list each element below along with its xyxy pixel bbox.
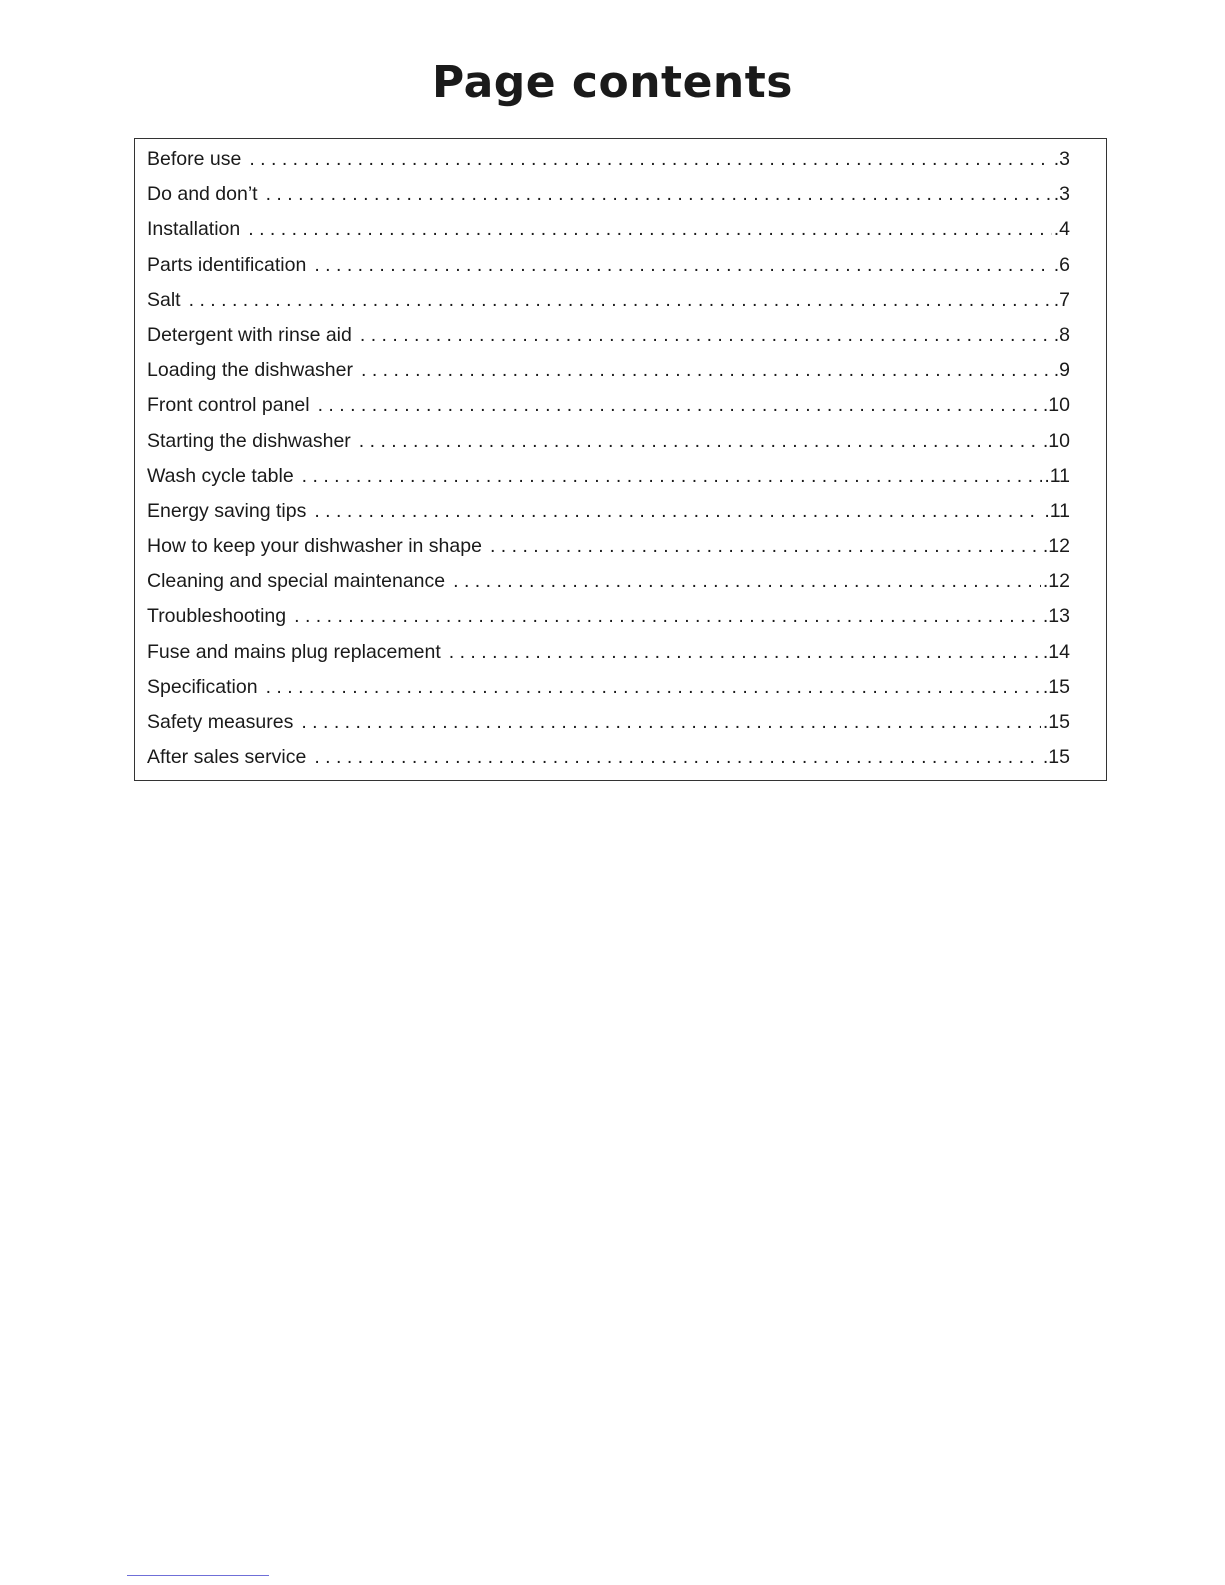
- toc-entry-label: Safety measures: [147, 711, 294, 733]
- toc-entry-page: .12: [1042, 535, 1070, 558]
- toc-entry-page: .10: [1042, 394, 1070, 417]
- toc-list: [135, 142, 1106, 775]
- toc-entry-label: After sales service: [147, 746, 307, 769]
- toc-dot-leader: [248, 212, 1052, 247]
- toc-entry-label: Fuse and mains plug replacement: [147, 640, 441, 663]
- toc-entry-wash-cycle-table[interactable]: [135, 459, 1106, 494]
- toc-entry-after-sales-service[interactable]: [135, 740, 1106, 775]
- toc-dot-leader: [189, 283, 1052, 318]
- toc-entry-page: .3: [1053, 148, 1070, 170]
- toc-entry-starting-the-dishwasher[interactable]: [135, 424, 1106, 459]
- toc-dot-leader: [294, 599, 1041, 634]
- toc-entry-detergent-with-rinse-aid[interactable]: [135, 318, 1106, 353]
- toc-entry-label: Front control panel: [147, 394, 310, 417]
- toc-entry-page: .15: [1042, 711, 1070, 733]
- toc-entry-label: Wash cycle table: [147, 464, 294, 487]
- toc-entry-page: .12: [1042, 570, 1070, 593]
- toc-dot-leader: [453, 564, 1041, 599]
- toc-entry-before-use[interactable]: [135, 142, 1106, 177]
- toc-entry-energy-saving-tips[interactable]: [135, 494, 1106, 529]
- toc-entry-label: Before use: [147, 148, 242, 170]
- toc-dot-leader: [266, 670, 1041, 705]
- toc-entry-page: .8: [1053, 323, 1070, 346]
- toc-entry-page: .7: [1053, 288, 1070, 311]
- toc-entry-label: How to keep your dishwasher in shape: [147, 535, 482, 558]
- toc-entry-label: Do and don’t: [147, 183, 258, 206]
- table-of-contents: [134, 138, 1107, 781]
- toc-entry-installation[interactable]: [135, 212, 1106, 247]
- toc-entry-page: .14: [1042, 640, 1070, 663]
- toc-entry-page: .15: [1042, 746, 1070, 769]
- toc-entry-page: .15: [1042, 675, 1070, 698]
- page-title: Page contents: [432, 57, 793, 108]
- toc-entry-page: .9: [1053, 359, 1070, 382]
- toc-entry-salt[interactable]: [135, 283, 1106, 318]
- toc-dot-leader: [314, 494, 1042, 529]
- toc-dot-leader: [301, 705, 1041, 740]
- toc-dot-leader: [449, 635, 1041, 670]
- toc-entry-page: .4: [1053, 218, 1070, 241]
- toc-entry-page: .13: [1042, 605, 1070, 628]
- toc-dot-leader: [302, 459, 1043, 494]
- toc-dot-leader: [359, 424, 1041, 459]
- toc-entry-page: .10: [1042, 429, 1070, 452]
- toc-entry-front-control-panel[interactable]: [135, 388, 1106, 423]
- toc-entry-label: Starting the dishwasher: [147, 429, 351, 452]
- toc-dot-leader: [360, 318, 1052, 353]
- toc-dot-leader: [314, 740, 1041, 775]
- toc-entry-label: Energy saving tips: [147, 499, 307, 522]
- toc-dot-leader: [318, 388, 1041, 423]
- toc-entry-page: .11: [1044, 464, 1070, 487]
- toc-entry-fuse-and-mains-plug-replacement[interactable]: [135, 635, 1106, 670]
- toc-dot-leader: [314, 248, 1051, 283]
- toc-entry-keep-dishwasher-in-shape[interactable]: [135, 529, 1106, 564]
- toc-entry-cleaning-and-special-maintenance[interactable]: [135, 564, 1106, 599]
- toc-entry-label: Salt: [147, 288, 181, 311]
- toc-entry-label: Cleaning and special maintenance: [147, 570, 446, 593]
- toc-entry-label: Detergent with rinse aid: [147, 323, 352, 346]
- toc-entry-label: Specification: [147, 675, 258, 698]
- toc-entry-loading-the-dishwasher[interactable]: [135, 353, 1106, 388]
- toc-entry-do-and-dont[interactable]: [135, 177, 1106, 212]
- toc-entry-page: .3: [1053, 183, 1070, 206]
- toc-entry-specification[interactable]: [135, 670, 1106, 705]
- toc-dot-leader: [266, 177, 1052, 212]
- toc-dot-leader: [361, 353, 1052, 388]
- toc-entry-label: Installation: [147, 218, 241, 241]
- toc-entry-label: Loading the dishwasher: [147, 359, 353, 382]
- toc-entry-parts-identification[interactable]: [135, 248, 1106, 283]
- toc-entry-label: Parts identification: [147, 253, 307, 276]
- toc-entry-safety-measures[interactable]: [135, 705, 1106, 740]
- toc-entry-label: Troubleshooting: [147, 605, 287, 628]
- toc-entry-page: .11: [1044, 499, 1070, 522]
- toc-entry-page: .6: [1053, 253, 1070, 276]
- toc-dot-leader: [249, 142, 1051, 177]
- footer-divider: [127, 1575, 269, 1576]
- toc-entry-troubleshooting[interactable]: [135, 599, 1106, 634]
- toc-dot-leader: [490, 529, 1041, 564]
